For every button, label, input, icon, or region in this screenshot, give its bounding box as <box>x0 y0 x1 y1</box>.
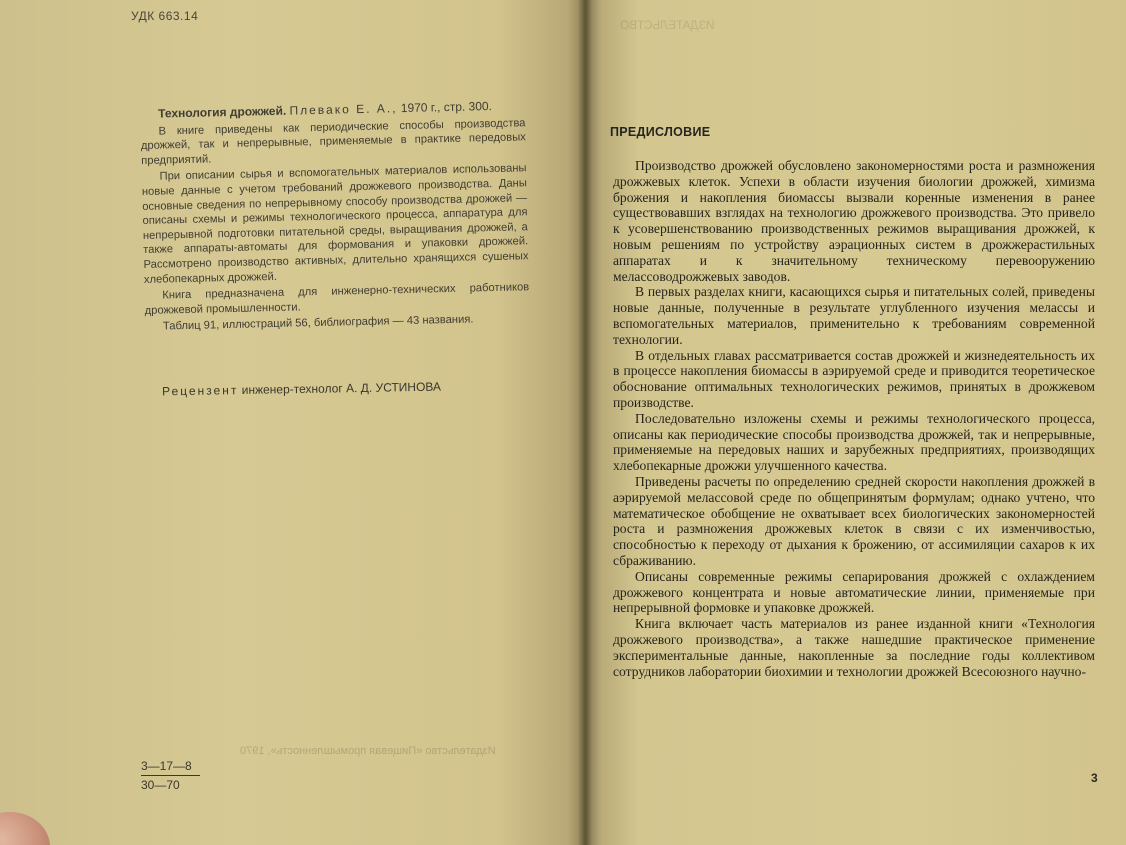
annotation-paragraph: Книга предназначена для инженерно-технических работников дрожжевой промышленности. <box>144 281 530 317</box>
book-title: Технология дрожжей. <box>157 103 287 121</box>
annotation-paragraph: При описании сырья и вспомогательных материалов использованы новые данные с учетом требований дрожжевого производства. Даны основные сведения по непрерывному способу производства дрожжей — описаны схемы и режимы технологического процесса, аппаратура для непрерывной подготовки питательной среды, выращивания дрожжей, а также аппараты-автоматы для формования и упаковки дрожжей. Рассмотрено производство активных, длительно хранящихся сушеных хлебопекарных дрожжей. <box>141 162 529 286</box>
reviewer-title: инженер-технолог <box>241 381 343 398</box>
preface-paragraph: Описаны современные режимы сепарирования дрожжей с охлаждением дрожжевого концентрата и новые автоматические линии, применяемые при непрерывной формовке и упаковке дрожжей. <box>613 568 1095 616</box>
publisher-codes <box>141 757 200 794</box>
publisher-code-top: 3—17—8 <box>141 757 200 776</box>
annotation-paragraph: В книге приведены как периодические способы производства дрожжей, так и непрерывные, применяемые в практике передовых предприятий. <box>140 116 526 167</box>
bleed-through-text-right: ИЗДАТЕЛЬСТВО <box>620 18 715 32</box>
preface-paragraph: Приведены расчеты по определению средней скорости накопления дрожжей в аэрируемой мелассовой среде по общепринятым формулам; однако учтено, что математическое обобщение не охватывает всех биологических закономерностей роста и размножения дрожжевых клеток в связи с их изменчивостью, способностью к переходу от дыхания к брожению, от ассимиляции сахаров к их сбраживанию. <box>613 473 1095 568</box>
preface-paragraph: Книга включает часть материалов из ранее изданной книги «Технология дрожжевого производства», а также нашедшие практическое применение экспериментальные данные, накопленные за последние годы коллективом сотрудников лаборатории биохимии и технологии дрожжей Всесоюзного научно- <box>613 616 1095 679</box>
annotation-paragraph: Таблиц 91, иллюстраций 56, библиография — 43 названия. <box>162 313 474 333</box>
bleed-through-text: Издательство «Пищевая промышленность», 1970 <box>240 745 496 757</box>
preface-body <box>613 158 1095 679</box>
book-gutter <box>578 0 592 845</box>
preface-paragraph: Последовательно изложены схемы и режимы технологического процесса, описаны как периодические способы производства дрожжей, так и непрерывные, применяемые на передовых наших и зарубежных предприятиях, производящих хлебопекарные дрожжи улучшенного качества. <box>613 410 1095 474</box>
page-number: 3 <box>1091 771 1098 785</box>
publisher-code-bottom: 30—70 <box>141 778 180 792</box>
reviewer-role: Рецензент <box>161 383 239 399</box>
preface-paragraph: В первых разделах книги, касающихся сырья и питательных солей, приведены новые данные, полученные в результате углубленного изучения мелассы и вспомогательных материалов, применительно к требованиям современной технологии. <box>613 284 1095 347</box>
reviewer-name: А. Д. УСТИНОВА <box>345 379 442 396</box>
udc-code: УДК 663.14 <box>131 9 199 23</box>
book-author: Плевако Е. А., <box>289 101 398 118</box>
preface-heading: ПРЕДИСЛОВИЕ <box>610 125 711 139</box>
publication-info: 1970 г., стр. 300. <box>400 99 493 116</box>
preface-paragraph: Производство дрожжей обусловлено закономерностями роста и размножения дрожжевых клеток. Успехи в области изучения биологии дрожжей, химизма брожения и накопления биомассы вызвали коренные изменения в ранее существовавших взглядах на технологию дрожжевого производства. Это привело к усовершенствованию производственных режимов выращивания дрожжей, к новым решениям по устройству аэрационных систем в дрожжерастильных аппаратах и к значительному техническому перевооружению мелассоводрожжевых заводов. <box>613 158 1095 284</box>
preface-paragraph: В отдельных главах рассматривается состав дрожжей и жизнедеятельность их в процессе накопления биомассы в аэрируемой среде и приводится теоретическое обоснование оптимальных технологических режимов, принятых в дрожжевом производстве. <box>613 347 1095 410</box>
book-annotation <box>140 98 530 337</box>
